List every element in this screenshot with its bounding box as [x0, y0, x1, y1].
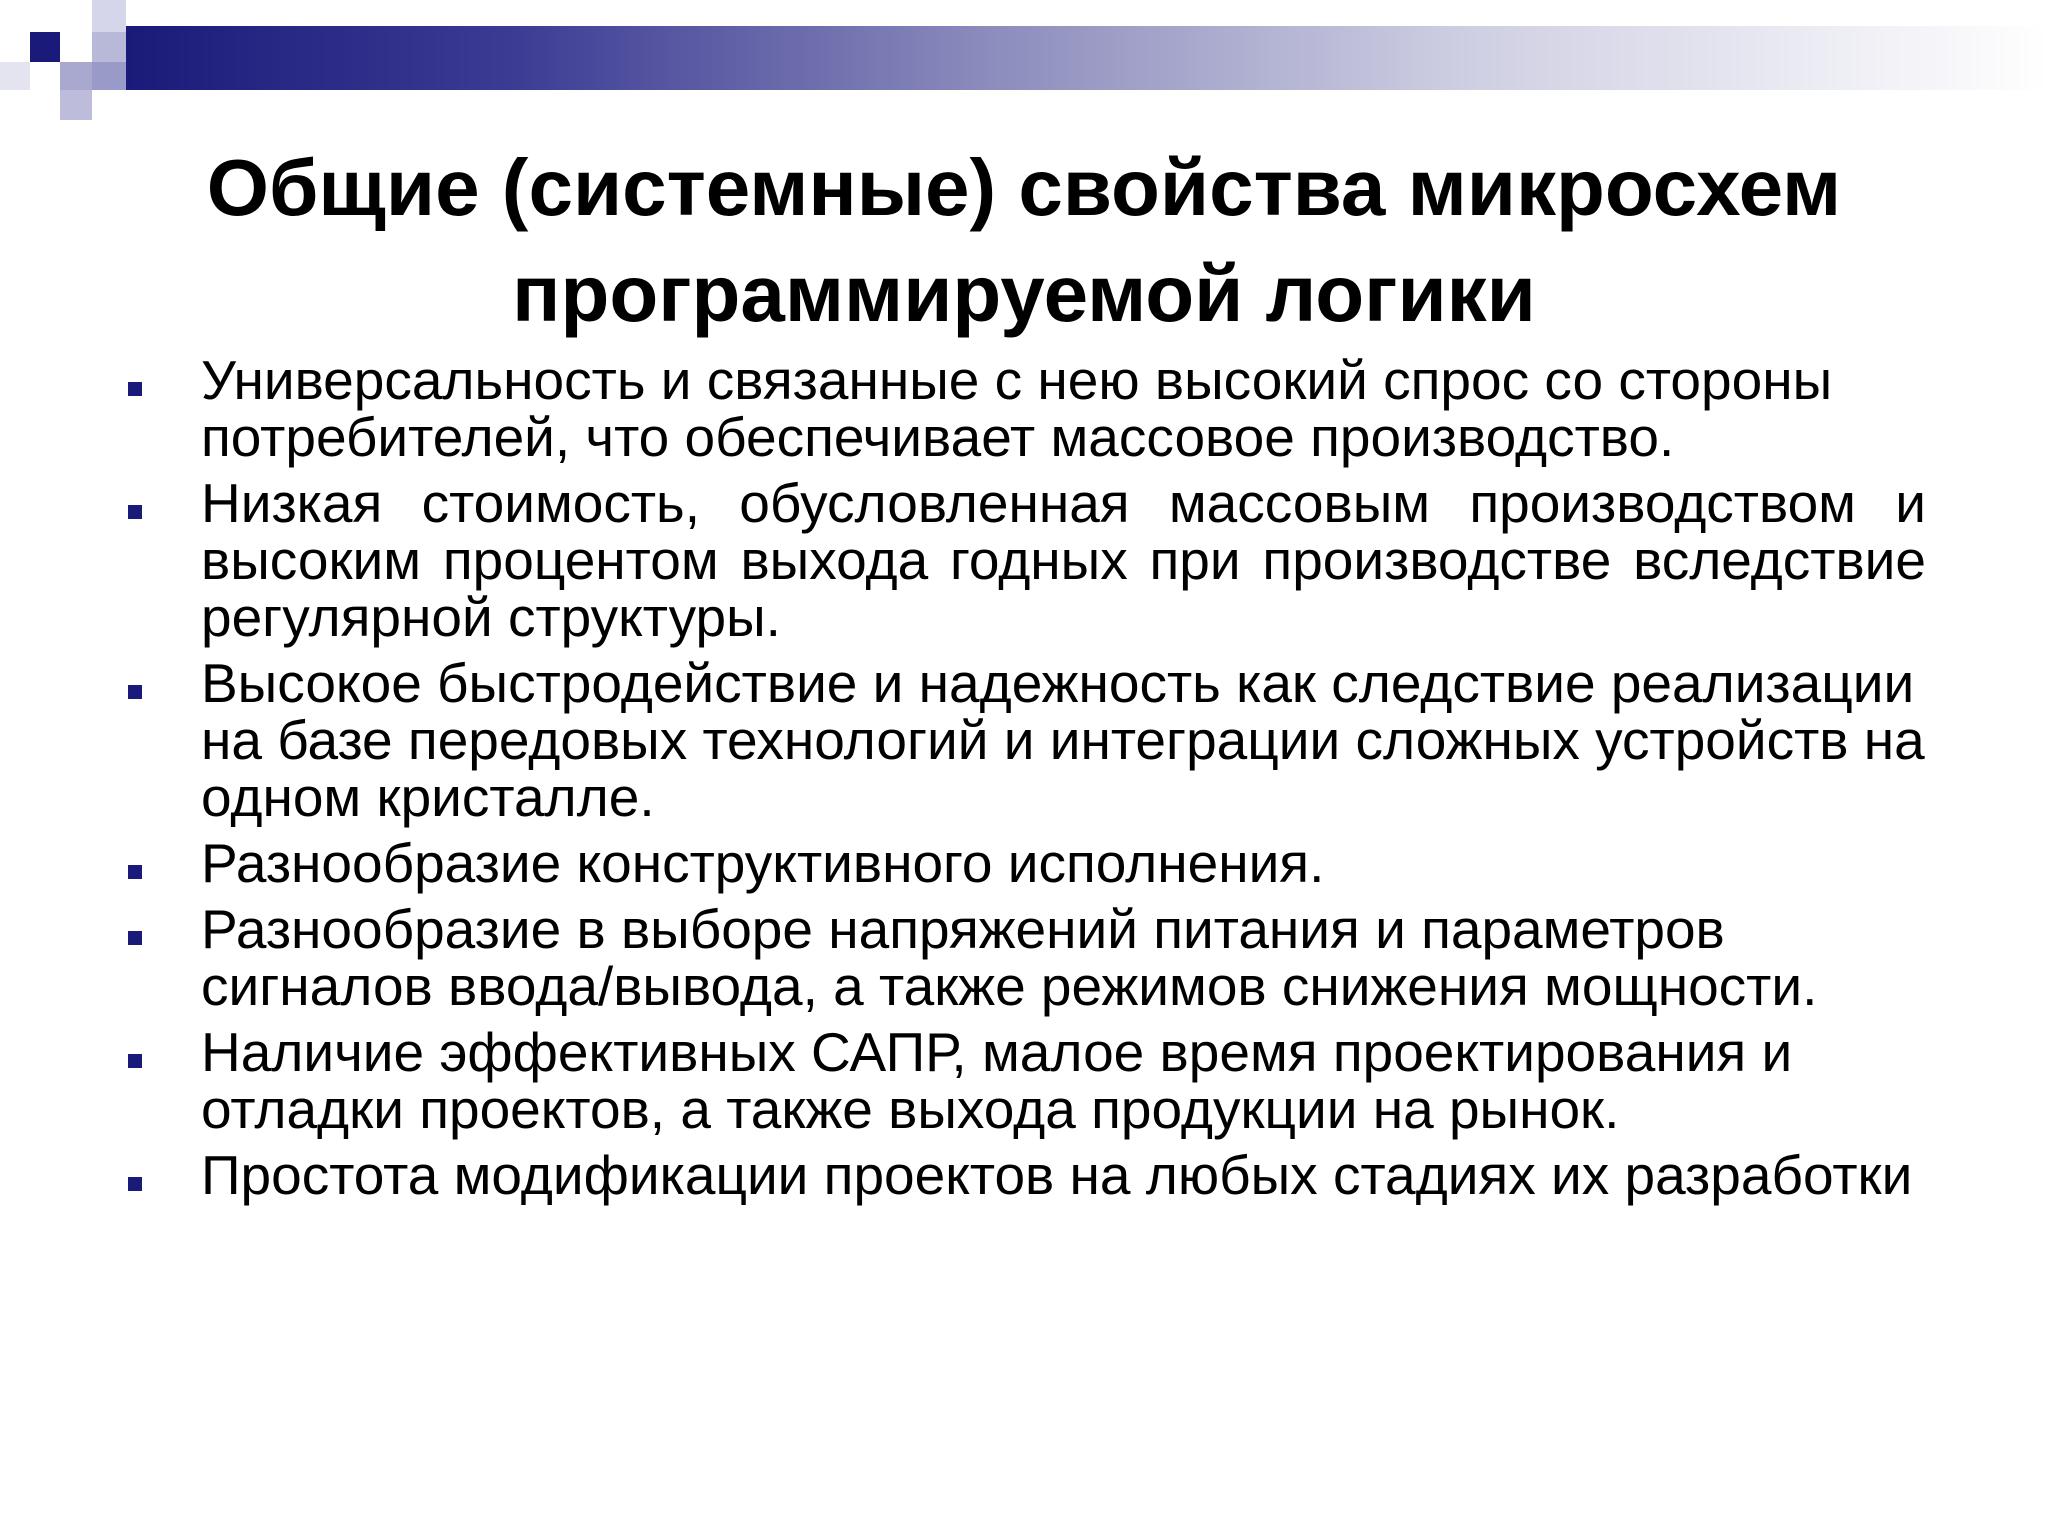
bullet-text: Разнообразие конструктивного исполнения. — [201, 832, 1325, 894]
square-bullet-icon — [128, 865, 142, 879]
bullet-item — [120, 1144, 1926, 1206]
bullet-text: Универсальность и связанные с нею высокий спрос со стороны потребителей, что обеспечивает массовое производство. — [201, 349, 1833, 468]
slide-title — [100, 135, 1948, 347]
bullet-list — [120, 349, 1926, 1213]
square-bullet-icon — [128, 1054, 142, 1068]
decor-square — [0, 62, 30, 90]
square-bullet-icon — [128, 382, 142, 396]
bullet-item — [120, 472, 1926, 648]
decor-square — [60, 90, 92, 120]
decor-square — [60, 62, 92, 90]
decor-square — [92, 0, 126, 32]
slide-title-line-2: программируемой логики — [512, 249, 1536, 338]
bullet-text: Наличие эффективных САПР, малое время проектирования и отладки проектов, а также выхода продукции на рынок. — [201, 1021, 1793, 1140]
bullet-text: Низкая стоимость, обусловленная массовым производством и высоким процентом выхода годных при производстве вследствие регулярной структуры. — [201, 472, 1926, 648]
square-bullet-icon — [128, 685, 142, 699]
header-gradient-band — [126, 26, 2048, 90]
bullet-item — [120, 898, 1926, 1017]
bullet-item — [120, 652, 1926, 828]
bullet-item — [120, 832, 1926, 894]
decor-square — [92, 32, 126, 62]
bullet-text: Разнообразие в выборе напряжений питания и параметров сигналов ввода/вывода, а также режимов снижения мощности. — [201, 898, 1818, 1017]
square-bullet-icon — [128, 1177, 142, 1191]
bullet-text: Высокое быстродействие и надежность как следствие реализации на базе передовых технологий и интеграции сложных устройств на одном кристалле. — [201, 652, 1925, 828]
decor-square — [92, 62, 126, 90]
bullet-item — [120, 1021, 1926, 1140]
square-bullet-icon — [128, 505, 142, 519]
bullet-text: Простота модификации проектов на любых стадиях их разработки — [201, 1144, 1913, 1206]
square-bullet-icon — [128, 931, 142, 945]
decor-square — [30, 32, 60, 62]
bullet-item — [120, 349, 1926, 468]
slide-title-line-1: Общие (системные) свойства микросхем — [206, 143, 1842, 232]
